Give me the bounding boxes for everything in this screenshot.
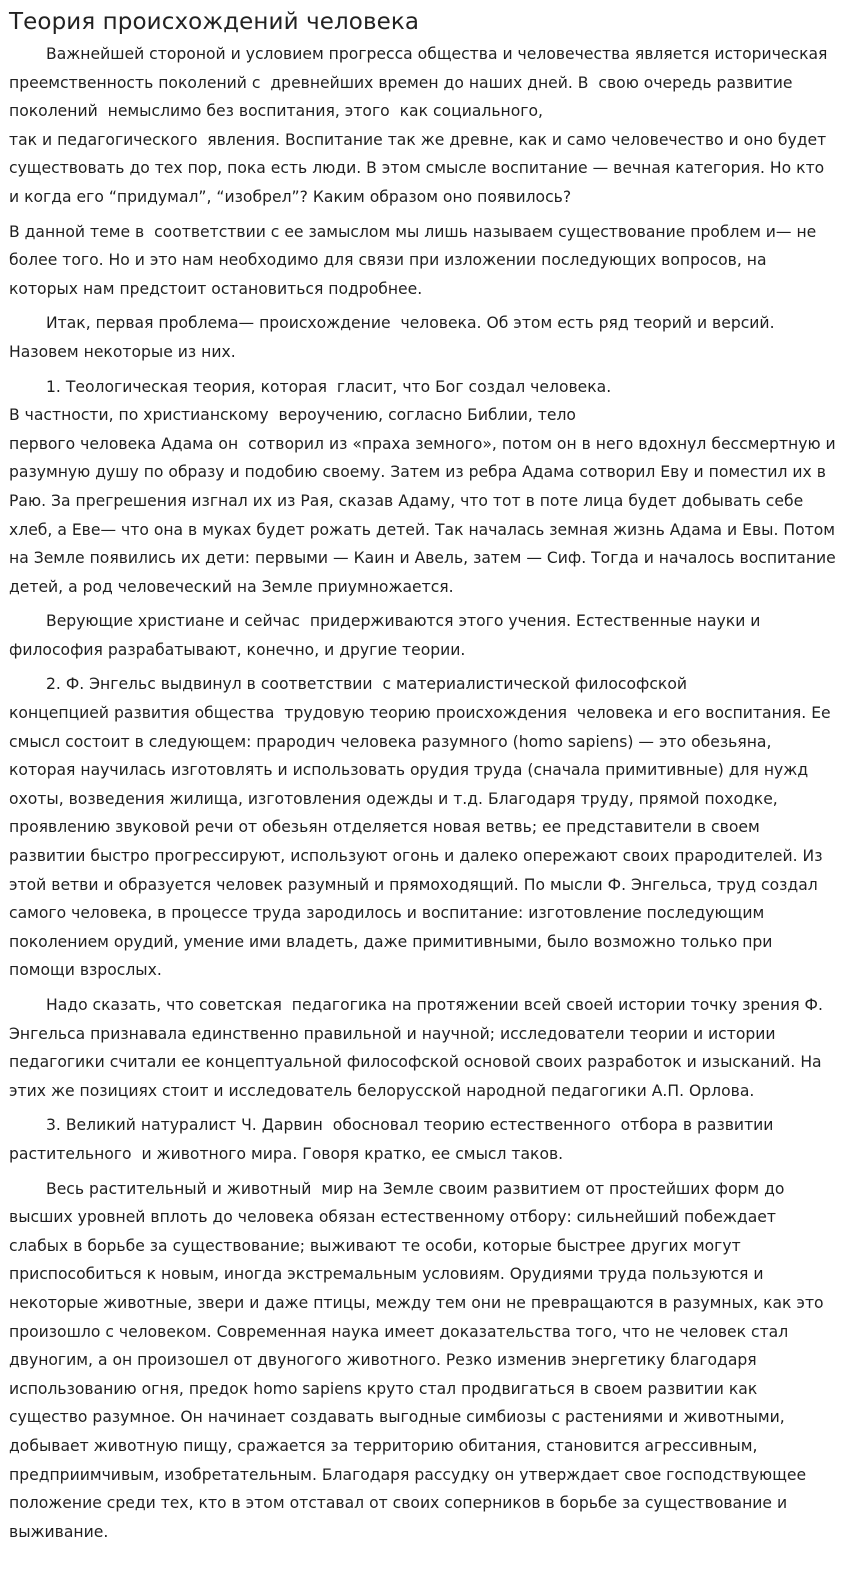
- paragraph-first-problem: Итак, первая проблема— происхождение человека. Об этом есть ряд теорий и версий. Назовем некоторые из них.: [9, 314, 780, 361]
- paragraph-labor-theory: 2. Ф. Энгельс выдвинул в соответствии с материалистической философской концепцией развития общества трудовую теорию происхождения человека и его воспитания. Ее смысл состоит в следующем: прародич человека разумного (homo sapiens) — это обезьяна, которая научилась изготовлять и использовать орудия труда (сначала примитивные) для нужд охоты, возведения жилища, изготовления одежды и т.д. Благодаря труду, прямой походке, проявлению звуковой речи от обезьян отделяется новая ветвь; ее представители в своем развитии быстро прогрессируют, используют огонь и далеко опережают своих прародителей. Из этой ветви и образуется человек разумный и прямоходящий. По мысли Ф. Энгельса, труд создал самого человека, в процессе труда зародилось и воспитание: изготовление последующим поколением орудий, умение ими владеть, даже примитивными, было возможно только при помощи взрослых.: [9, 675, 831, 980]
- page-title: Теория происхождений человека: [9, 9, 420, 35]
- paragraph-natural-selection: Весь растительный и животный мир на Земле своим развитием от простейших форм до высших уровней вплоть до человека обязан естественному отбору: сильнейший побеждает слабых в борьбе за существование; выживают те особи, которые быстрее других могут приспособиться к новым, иногда экстремальным условиям. Орудиями труда пользуются и некоторые животные, звери и даже птицы, между тем они не превращаются в разумных, как это произошло с человеком. Современная наука имеет доказательства того, что не человек стал двуногим, а он произошел от двуногого животного. Резко изменив энергетику благодаря использованию огня, предок homo sapiens круто стал продвигаться в своем развитии как существо разумное. Он начинает создавать выгодные симбиозы с растениями и животными, добывает животную пищу, сражается за территорию обитания, становится агрессивным, предприимчивым, изобретательным. Благодаря рассудку он утверждает свое господствующее положение среди тех, кто в этом отставал от своих соперников в борьбе за существование и выживание.: [9, 1179, 829, 1541]
- paragraph-darwin-theory: 3. Великий натуралист Ч. Дарвин обосновал теорию естественного отбора в развитии растительного и животного мира. Говоря кратко, ее смысл таков.: [9, 1116, 779, 1163]
- paragraph-christian-believers: Верующие христиане и сейчас придерживаются этого учения. Естественные науки и философия разрабатывают, конечно, и другие теории.: [9, 612, 766, 659]
- paragraph-introduction: Важнейшей стороной и условием прогресса общества и человечества является историческая преемственность поколений с древнейших времен до наших дней. В свою очередь развитие поколений немыслимо без воспитания, этого как социального, так и педагогического явления. Воспитание так же древне, как и само человечество и оно будет существовать до тех пор, пока есть люди. В этом смысле воспитание — вечная категория. Но кто и когда его “придумал”, “изобрел”? Каким образом оно появилось?: [9, 45, 828, 206]
- paragraph-theological-theory: 1. Теологическая теория, которая гласит, что Бог создал человека. В частности, по христианскому вероучению, согласно Библии, тело первого человека Адама он сотворил из «праха земного», потом он в него вдохнул бессмертную и разумную душу по образу и подобию своему. Затем из ребра Адама сотворил Еву и поместил их в Раю. За прегрешения изгнал их из Рая, сказав Адаму, что тот в поте лица будет добывать себе хлеб, а Еве— что она в муках будет рожать детей. Так началась земная жизнь Адама и Евы. Потом на Земле появились их дети: первыми — Каин и Авель, затем — Сиф. Тогда и началось воспитание детей, а род человеческий на Земле приумножается.: [9, 377, 836, 596]
- paragraph-soviet-pedagogy: Надо сказать, что советская педагогика на протяжении всей своей истории точку зрения Ф. Энгельса признавала единственно правильной и научной; исследователи теории и истории педагогики считали ее концептуальной философской основой своих разработок и изысканий. На этих же позициях стоит и исследователь белорусской народной педагогики А.П. Орлова.: [9, 996, 828, 1100]
- document-page: [9, 6, 839, 1552]
- paragraph-topic-scope: В данной теме в соответствии с ее замыслом мы лишь называем существование проблем и— не более того. Но и это нам необходимо для связи при изложении последующих вопросов, на которых нам предстоит остановиться подробнее.: [9, 222, 822, 298]
